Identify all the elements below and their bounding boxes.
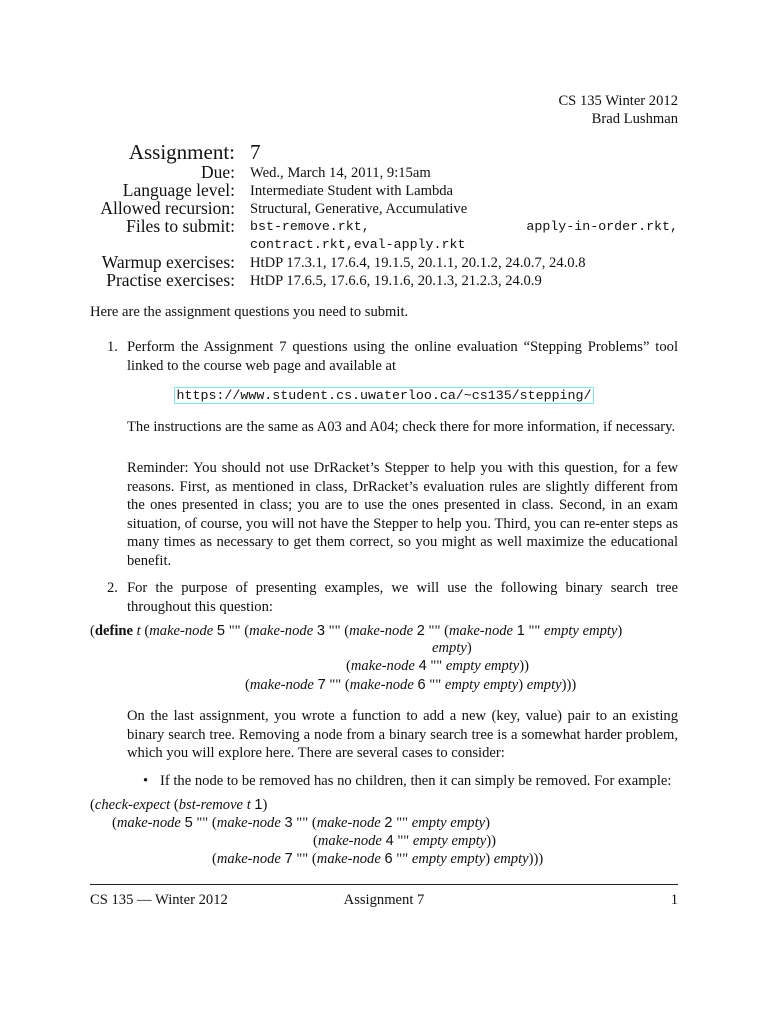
question-1-text: Perform the Assignment 7 questions using the online evaluation “Stepping Problems” tool linked to the course web page and available at — [127, 339, 678, 374]
code-line: (make-node 4 "" empty empty)) — [313, 833, 497, 849]
footer-course: CS 135 — Winter 2012 — [90, 892, 228, 908]
code-line: (make-node 7 "" (make-node 6 "" empty empty) empty))) — [245, 677, 577, 693]
code-line: (make-node 4 "" empty empty)) — [346, 658, 530, 674]
code-line: (make-node 7 "" (make-node 6 "" empty empty) empty))) — [212, 851, 544, 867]
intro-text: Here are the assignment questions you need to submit. — [90, 304, 409, 320]
page-number: 1 — [670, 892, 678, 908]
question-2-number: 2. — [107, 580, 118, 596]
due-label: Due: — [200, 162, 235, 182]
code-line: empty) — [432, 640, 472, 656]
due-value: Wed., March 14, 2011, 9:15am — [250, 165, 431, 181]
file-bst-remove: bst-remove.rkt, — [250, 219, 370, 234]
language-label: Language level: — [122, 180, 235, 200]
assignment-label: Assignment: — [128, 140, 235, 164]
question-1-number: 1. — [107, 339, 118, 355]
practise-label: Practise exercises: — [106, 270, 235, 290]
warmup-label: Warmup exercises: — [101, 252, 235, 272]
language-value: Intermediate Student with Lambda — [250, 183, 454, 199]
file-apply-in-order: apply-in-order.rkt, — [526, 219, 678, 234]
code-line: (define t (make-node 5 "" (make-node 3 "" (make-node 2 "" (make-node 1 "" empty empty) — [90, 623, 623, 639]
code-line: (make-node 5 "" (make-node 3 "" (make-node 2 "" empty empty) — [112, 815, 491, 831]
footer-title: Assignment 7 — [343, 892, 425, 908]
assignment-number: 7 — [250, 140, 261, 164]
course-term: CS 135 Winter 2012 — [558, 93, 678, 109]
bullet-dot: • — [143, 773, 149, 789]
question-2-text: For the purpose of presenting examples, we will use the following binary search tree throughout this question: — [127, 580, 678, 615]
warmup-value: HtDP 17.3.1, 17.6.4, 19.1.5, 20.1.1, 20.1.2, 24.0.7, 24.0.8 — [250, 255, 586, 271]
files-label: Files to submit: — [126, 216, 235, 236]
question-1-reminder: Reminder: You should not use DrRacket’s Stepper to help you with this question, for a few reasons. First, as mentioned in class, DrRacket’s evaluation rules are slightly different from the ones presented in class; you are to use the ones presented in class. Second, in an exam situation, of course, you will not have the Stepper to help you. Third, you can re-enter steps as many times as necessary to get them correct, so you might as well maximize the educational benefit. — [127, 460, 678, 569]
stepping-link-row — [0, 387, 768, 405]
files-contract-eval-apply: contract.rkt,eval-apply.rkt — [250, 237, 466, 252]
recursion-label: Allowed recursion: — [100, 198, 235, 218]
practise-value: HtDP 17.6.5, 17.6.6, 19.1.6, 20.1.3, 21.2.3, 24.0.9 — [250, 273, 542, 289]
code-line: (check-expect (bst-remove t 1) — [90, 797, 268, 813]
stepping-link[interactable]: https://www.student.cs.uwaterloo.ca/~cs135/stepping/ — [174, 387, 595, 404]
recursion-value: Structural, Generative, Accumulative — [250, 201, 468, 217]
question-2-bst-removal: On the last assignment, you wrote a function to add a new (key, value) pair to an existing binary search tree. Removing a node from a binary search tree is a somewhat harder problem, which you will explore here. There are several cases to consider: — [127, 708, 678, 761]
bullet-no-children: If the node to be removed has no children, then it can simply be removed. For example: — [160, 773, 672, 789]
question-1-instructions: The instructions are the same as A03 and A04; check there for more information, if necessary. — [127, 419, 676, 435]
instructor-name: Brad Lushman — [591, 111, 678, 127]
footer-rule — [90, 884, 678, 885]
